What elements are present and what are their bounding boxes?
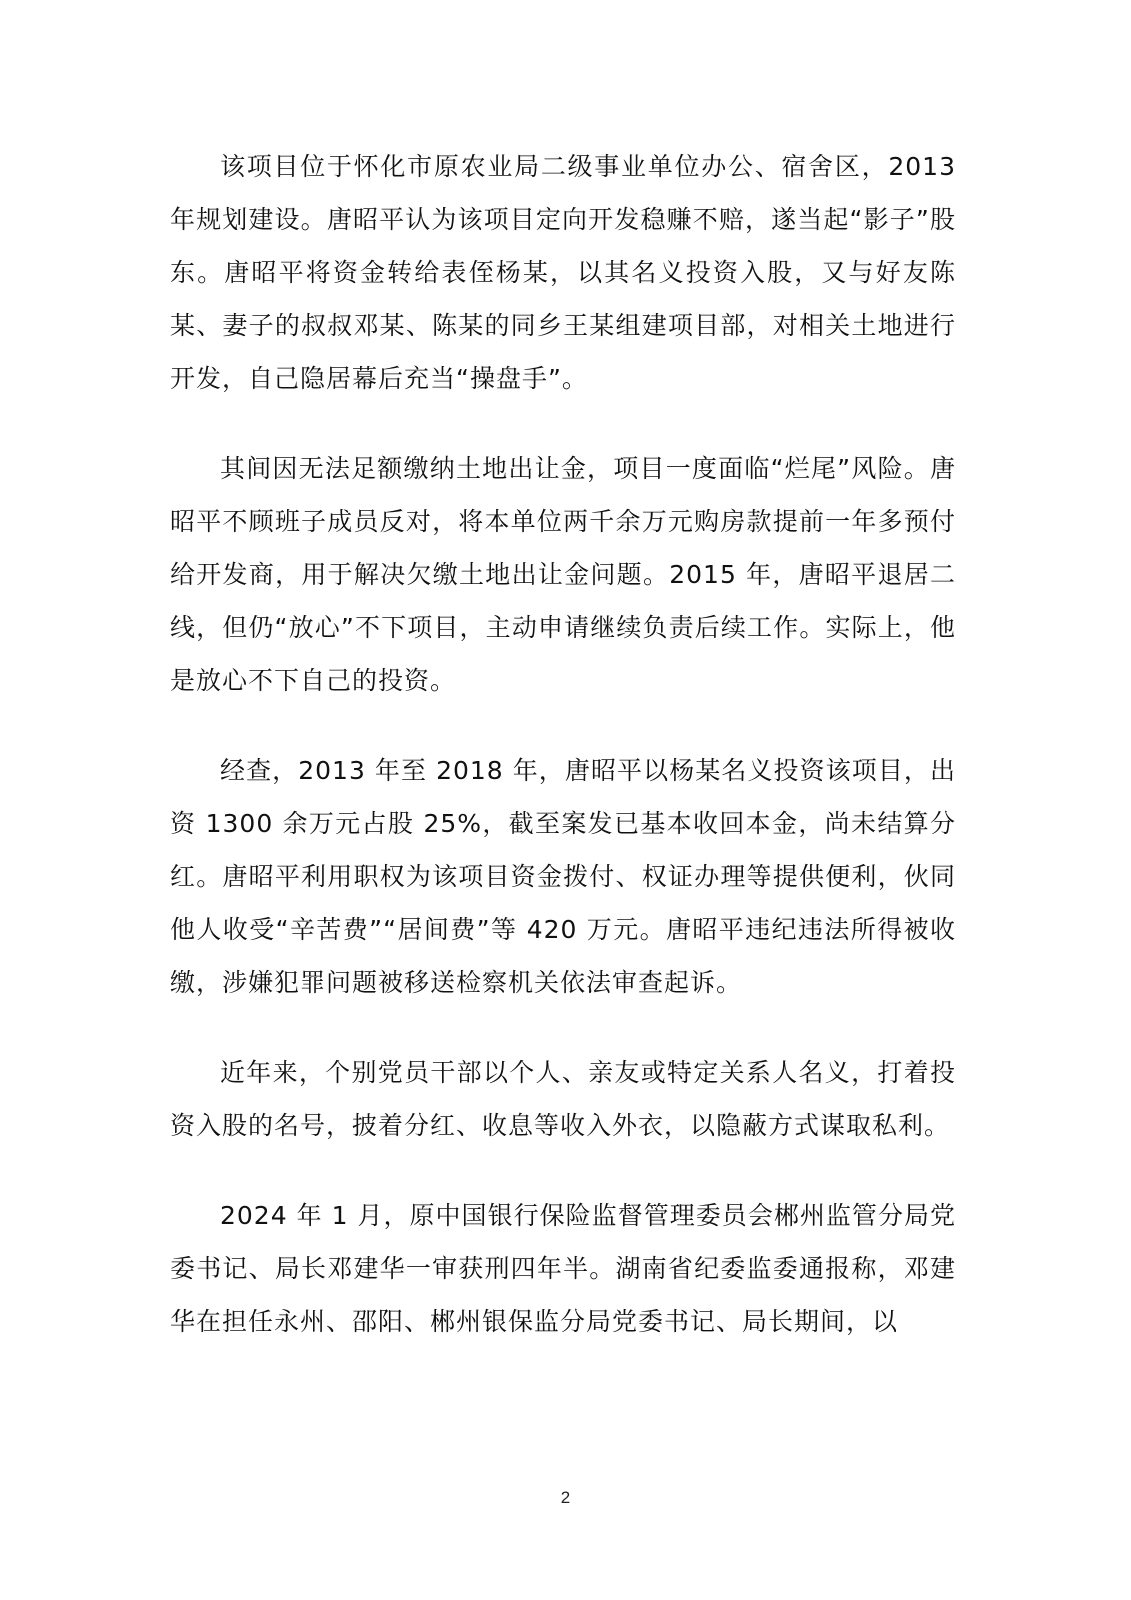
- paragraph-1: 该项目位于怀化市原农业局二级事业单位办公、宿舍区，2013年规划建设。唐昭平认为该项目定向开发稳赚不赔，遂当起“影子”股东。唐昭平将资金转给表侄杨某，以其名义投资入股，又与好友陈某、妻子的叔叔邓某、陈某的同乡王某组建项目部，对相关土地进行开发，自己隐居幕后充当“操盘手”。: [170, 152, 956, 393]
- paragraph-3: 经查，2013 年至 2018 年，唐昭平以杨某名义投资该项目，出资 1300 余万元占股 25%，截至案发已基本收回本金，尚未结算分红。唐昭平利用职权为该项目资金拨付、权证办理等提供便利，伙同他人收受“辛苦费”“居间费”等 420 万元。唐昭平违纪违法所得被收缴，涉嫌犯罪问题被移送检察机关依法审查起诉。: [170, 756, 956, 997]
- paragraph-2: 其间因无法足额缴纳土地出让金，项目一度面临“烂尾”风险。唐昭平不顾班子成员反对，将本单位两千余万元购房款提前一年多预付给开发商，用于解决欠缴土地出让金问题。2015 年，唐昭平退居二线，但仍“放心”不下项目，主动申请继续负责后续工作。实际上，他是放心不下自己的投资。: [170, 454, 956, 695]
- paragraph-5: 2024 年 1 月，原中国银行保险监督管理委员会郴州监管分局党委书记、局长邓建华一审获刑四年半。湖南省纪委监委通报称，邓建华在担任永州、邵阳、郴州银保监分局党委书记、局长期间，以: [170, 1201, 956, 1336]
- page-number: 2: [560, 1488, 571, 1507]
- paragraph-4: 近年来，个别党员干部以个人、亲友或特定关系人名义，打着投资入股的名号，披着分红、收息等收入外衣，以隐蔽方式谋取私利。: [170, 1058, 956, 1140]
- document-body: [170, 140, 956, 1385]
